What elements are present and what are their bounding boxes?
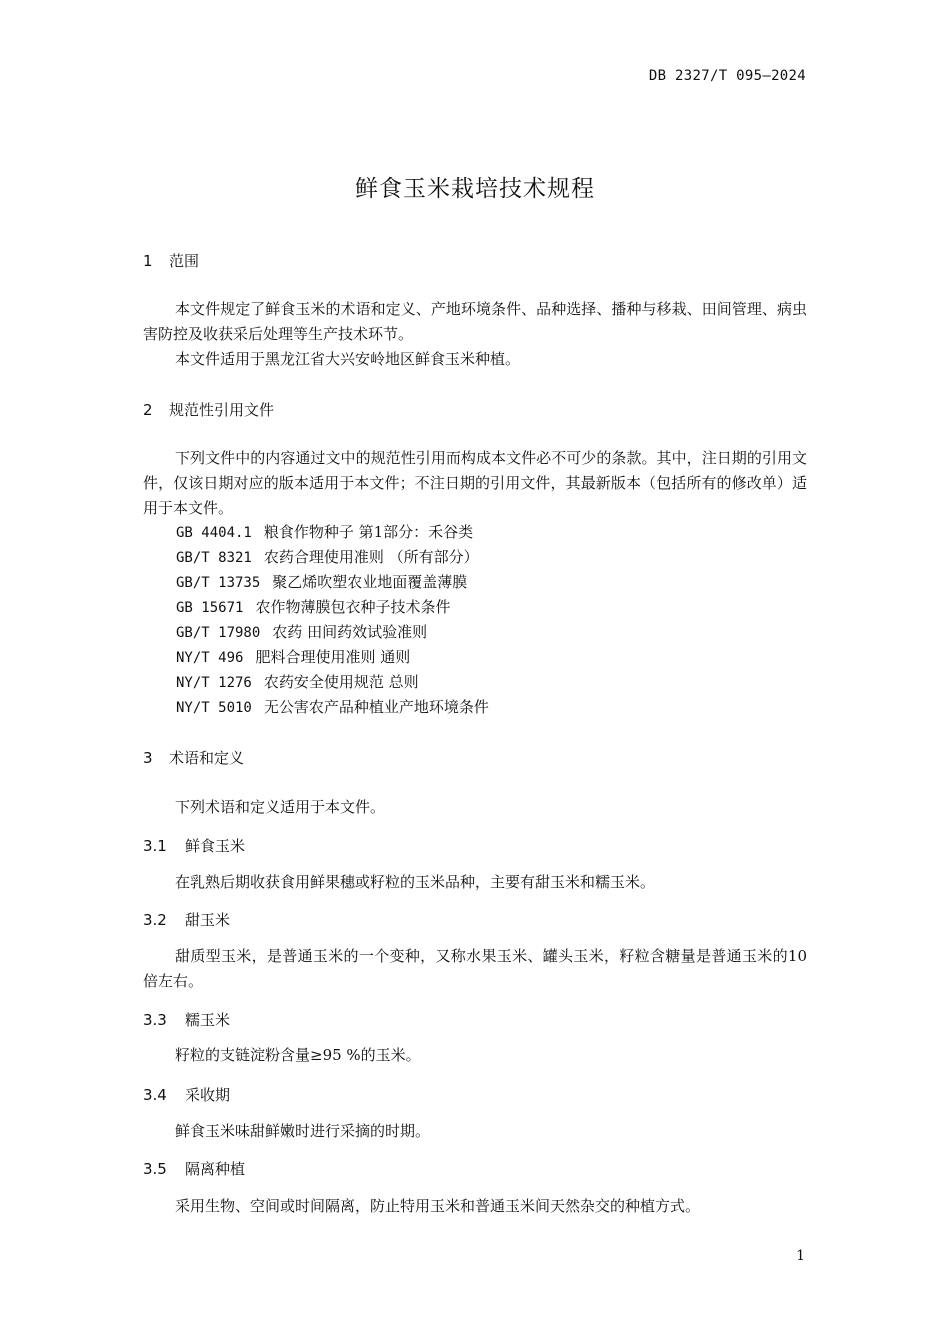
section-number: 3 — [143, 749, 153, 767]
reference-item — [176, 596, 450, 617]
section-1-paragraph-2: 本文件适用于黑龙江省大兴安岭地区鲜食玉米种植。 — [175, 350, 521, 368]
section-3-paragraph-1: 下列术语和定义适用于本文件。 — [175, 798, 386, 816]
term-number: 3.5 — [143, 1160, 167, 1178]
term-number: 3.3 — [143, 1011, 167, 1029]
term-heading — [143, 1158, 245, 1179]
document-title: 鲜食玉米栽培技术规程 — [355, 176, 595, 202]
reference-code: GB/T 17980 — [176, 625, 261, 641]
term-heading — [143, 909, 230, 930]
term-definition: 籽粒的支链淀粉含量≥95 %的玉米。 — [175, 1046, 421, 1064]
section-title: 范围 — [169, 252, 200, 270]
reference-title: 农药合理使用准则 （所有部分） — [263, 548, 479, 566]
page-number: 1 — [796, 1248, 805, 1264]
term-definition: 采用生物、空间或时间隔离，防止特用玉米和普通玉米间天然杂交的种植方式。 — [175, 1197, 701, 1215]
term-number: 3.4 — [143, 1086, 167, 1104]
section-1-heading — [143, 250, 199, 271]
section-number: 1 — [143, 252, 153, 270]
reference-title: 聚乙烯吹塑农业地面覆盖薄膜 — [272, 573, 468, 591]
term-number: 3.2 — [143, 911, 167, 929]
reference-item — [176, 646, 410, 667]
reference-code: GB 4404.1 — [176, 525, 252, 541]
term-number: 3.1 — [143, 837, 167, 855]
term-name: 隔离种植 — [185, 1160, 246, 1178]
reference-code: GB/T 8321 — [176, 550, 252, 566]
reference-item — [176, 546, 479, 567]
section-title: 规范性引用文件 — [169, 401, 275, 419]
reference-item — [176, 571, 467, 592]
reference-item — [176, 671, 419, 692]
term-heading — [143, 1084, 230, 1105]
section-2-heading — [143, 399, 274, 420]
reference-title: 肥料合理使用准则 通则 — [255, 648, 411, 666]
reference-title: 农药 田间药效试验准则 — [272, 623, 428, 641]
term-heading — [143, 835, 245, 856]
reference-title: 农药安全使用规范 总则 — [263, 673, 419, 691]
reference-code: NY/T 496 — [176, 650, 244, 666]
term-definition: 甜质型玉米，是普通玉米的一个变种，又称水果玉米、罐头玉米，籽粒含糖量是普通玉米的10倍左右。 — [143, 947, 807, 990]
term-definition: 在乳熟后期收获食用鲜果穗或籽粒的玉米品种，主要有甜玉米和糯玉米。 — [175, 873, 656, 891]
term-name: 糯玉米 — [185, 1011, 231, 1029]
section-number: 2 — [143, 401, 153, 419]
reference-item — [176, 621, 427, 642]
reference-item — [176, 696, 489, 717]
document-code-header: DB 2327/T 095—2024 — [648, 68, 806, 84]
term-name: 采收期 — [185, 1086, 231, 1104]
term-heading — [143, 1009, 230, 1030]
reference-item — [176, 521, 473, 542]
section-1-paragraph-1: 本文件规定了鲜食玉米的术语和定义、产地环境条件、品种选择、播种与移栽、田间管理、病虫害防控及收获采后处理等生产技术环节。 — [143, 300, 807, 343]
section-3-heading — [143, 747, 244, 768]
reference-title: 粮食作物种子 第1部分：禾谷类 — [263, 523, 474, 541]
reference-code: GB 15671 — [176, 600, 244, 616]
reference-code: NY/T 5010 — [176, 700, 252, 716]
reference-title: 农作物薄膜包衣种子技术条件 — [255, 598, 451, 616]
reference-title: 无公害农产品种植业产地环境条件 — [263, 698, 489, 716]
term-name: 甜玉米 — [185, 911, 231, 929]
reference-code: NY/T 1276 — [176, 675, 252, 691]
term-name: 鲜食玉米 — [185, 837, 246, 855]
section-2-paragraph-1: 下列文件中的内容通过文中的规范性引用而构成本文件必不可少的条款。其中，注日期的引用文件，仅该日期对应的版本适用于本文件；不注日期的引用文件，其最新版本（包括所有的修改单）适用于本文件。 — [143, 449, 807, 517]
section-title: 术语和定义 — [169, 749, 245, 767]
term-definition: 鲜食玉米味甜鲜嫩时进行采摘的时期。 — [175, 1122, 431, 1140]
reference-code: GB/T 13735 — [176, 575, 261, 591]
